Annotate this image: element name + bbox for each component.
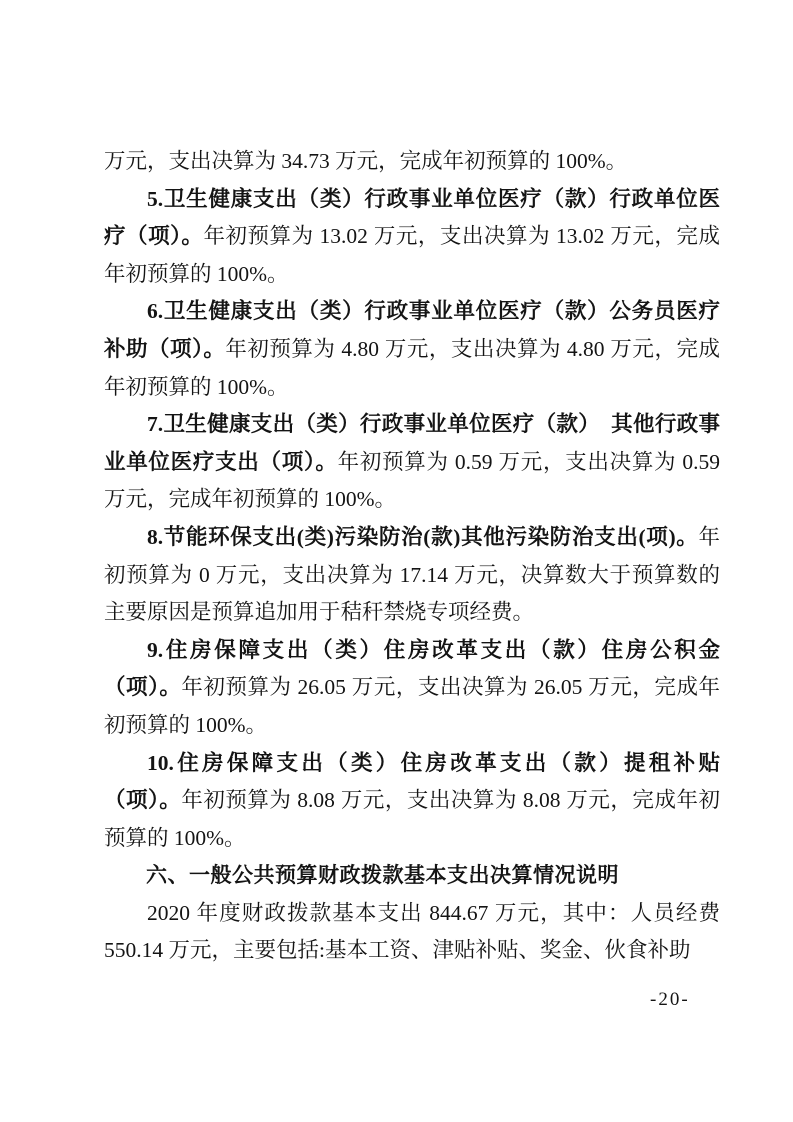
- paragraph-text: 万元，支出决算为 34.73 万元，完成年初预算的 100%。: [104, 149, 628, 173]
- item-10-title: 10.住房保障支出（类）住房改革支出（款）提租补贴（项）。: [104, 750, 720, 813]
- item-5-title: 5.卫生健康支出（类）行政事业单位医疗（款）行政单位医疗（项）。: [104, 186, 720, 249]
- item-8-text: 年初预算为 0 万元，支出决算为 17.14 万元，决算数大于预算数的主要原因是预算追加用于秸秆禁烧专项经费。: [104, 524, 720, 625]
- paragraph-text: 2020 年度财政拨款基本支出 844.67 万元，其中：人员经费 550.14 万元，主要包括:基本工资、津贴补贴、奖金、伙食补助: [104, 900, 720, 963]
- item-6-text: 年初预算为 4.80 万元，支出决算为 4.80 万元，完成年初预算的 100%。: [104, 336, 720, 399]
- item-5-text: 年初预算为 13.02 万元，支出决算为 13.02 万元，完成年初预算的 100%。: [104, 224, 720, 286]
- item-9-title: 9.住房保障支出（类）住房改革支出（款）住房公积金（项）。: [104, 637, 720, 700]
- page-number: -20-: [650, 989, 690, 1010]
- document-body: [104, 143, 720, 970]
- paragraph-item-6: [104, 293, 720, 406]
- item-7-title: 7.卫生健康支出（类）行政事业单位医疗（款） 其他行政事业单位医疗支出（项）。: [104, 412, 720, 474]
- item-9-text: 年初预算为 26.05 万元，支出决算为 26.05 万元，完成年初预算的 100%。: [104, 675, 720, 737]
- paragraph-item-9: [104, 632, 720, 745]
- section-heading-text: 六、一般公共预算财政拨款基本支出决算情况说明: [146, 864, 619, 888]
- item-8-title: 8.节能环保支出(类)污染防治(款)其他污染防治支出(项)。: [147, 524, 699, 549]
- paragraph-item-5: [104, 181, 720, 294]
- item-7-text: 年初预算为 0.59 万元，支出决算为 0.59 万元，完成年初预算的 100%。: [104, 449, 720, 512]
- section-heading: [104, 857, 720, 895]
- paragraph-item-10: [104, 745, 720, 858]
- paragraph-continuation: [104, 143, 720, 181]
- paragraph-item-7: [104, 406, 720, 519]
- paragraph-basic-expenditure: [104, 895, 720, 970]
- item-6-title: 6.卫生健康支出（类）行政事业单位医疗（款）公务员医疗补助（项）。: [104, 299, 720, 361]
- item-10-text: 年初预算为 8.08 万元，支出决算为 8.08 万元，完成年初预算的 100%。: [104, 788, 720, 850]
- paragraph-item-8: [104, 519, 720, 632]
